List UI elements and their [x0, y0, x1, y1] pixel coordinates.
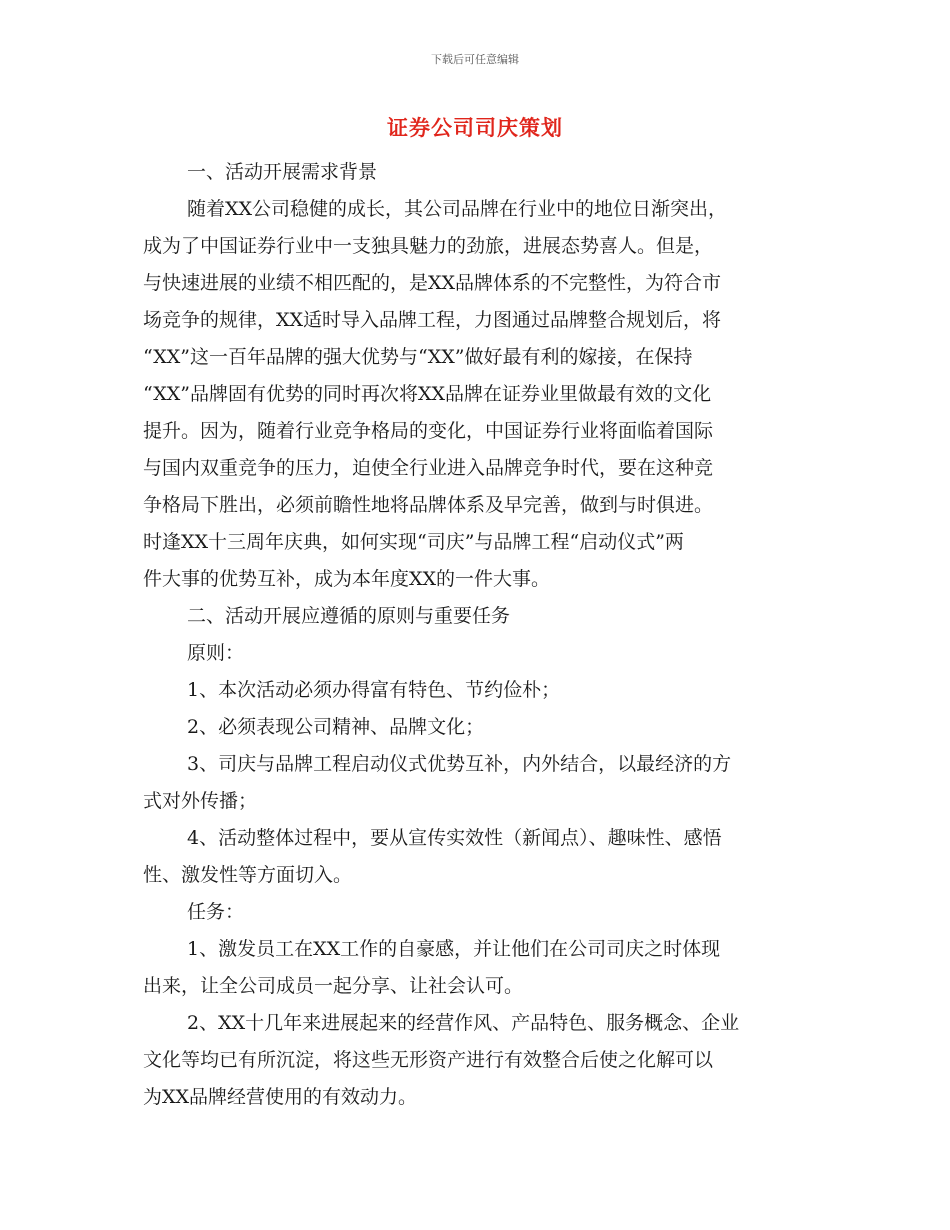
paragraph	[143, 894, 813, 931]
text-line: 1、本次活动必须办得富有特色、节约俭朴；	[187, 679, 561, 701]
paragraph	[143, 931, 813, 1005]
text-line: 时逢XX十三周年庆典，如何实现“司庆”与品牌工程“启动仪式”两	[143, 531, 684, 553]
paragraph	[143, 635, 813, 672]
text-line: “XX”品牌固有优势的同时再次将XX品牌在证券业里做最有效的文化	[143, 383, 712, 405]
text-line: 任务：	[187, 901, 245, 923]
text-line: 式对外传播；	[143, 790, 258, 812]
text-line: 随着XX公司稳健的成长，其公司品牌在行业中的地位日渐突出，	[187, 198, 728, 220]
text-line: 2、必须表现公司精神、品牌文化；	[187, 716, 485, 738]
paragraph	[143, 1005, 813, 1116]
paragraph	[143, 191, 813, 598]
paragraph	[143, 154, 813, 191]
header-note: 下载后可任意编辑	[431, 53, 519, 66]
text-line: 性、激发性等方面切入。	[143, 864, 353, 886]
text-line: “XX”这一百年品牌的强大优势与“XX”做好最有利的嫁接，在保持	[143, 346, 693, 368]
paragraph	[143, 746, 813, 820]
text-line: 提升。因为，随着行业竞争格局的变化，中国证券行业将面临着国际	[143, 420, 714, 442]
text-line: 3、司庆与品牌工程启动仪式优势互补，内外结合，以最经济的方	[187, 753, 732, 775]
paragraph	[143, 598, 813, 635]
paragraph	[143, 709, 813, 746]
text-line: 与国内双重竞争的压力，迫使全行业进入品牌竞争时代，要在这种竞	[143, 457, 714, 479]
document-title: 证券公司司庆策划	[387, 116, 563, 140]
text-line: 与快速进展的业绩不相匹配的，是XX品牌体系的不完整性，为符合市	[143, 272, 722, 294]
paragraph	[143, 672, 813, 709]
paragraph	[143, 820, 813, 894]
text-line: 成为了中国证券行业中一支独具魅力的劲旅，进展态势喜人。但是，	[143, 235, 714, 257]
text-line: 4、活动整体过程中，要从宣传实效性（新闻点）、趣味性、感悟	[187, 827, 722, 849]
text-line: 二、活动开展应遵循的原则与重要任务	[187, 605, 511, 627]
text-line: 原则：	[187, 642, 245, 664]
text-line: 一、活动开展需求背景	[187, 161, 378, 183]
text-line: 1、激发员工在XX工作的自豪感，并让他们在公司司庆之时体现	[187, 938, 721, 960]
text-line: 争格局下胜出，必须前瞻性地将品牌体系及早完善，做到与时俱进。	[143, 494, 714, 516]
text-line: 件大事的优势互补，成为本年度XX的一件大事。	[143, 568, 551, 590]
text-line: 场竞争的规律，XX适时导入品牌工程，力图通过品牌整合规划后，将	[143, 309, 722, 331]
text-line: 文化等均已有所沉淀，将这些无形资产进行有效整合后使之化解可以	[143, 1049, 714, 1071]
text-line: 2、XX十几年来进展起来的经营作风、产品特色、服务概念、企业	[187, 1012, 740, 1034]
text-line: 为XX品牌经营使用的有效动力。	[143, 1086, 418, 1108]
text-line: 出来，让全公司成员一起分享、让社会认可。	[143, 975, 524, 997]
document-body	[143, 154, 813, 1116]
